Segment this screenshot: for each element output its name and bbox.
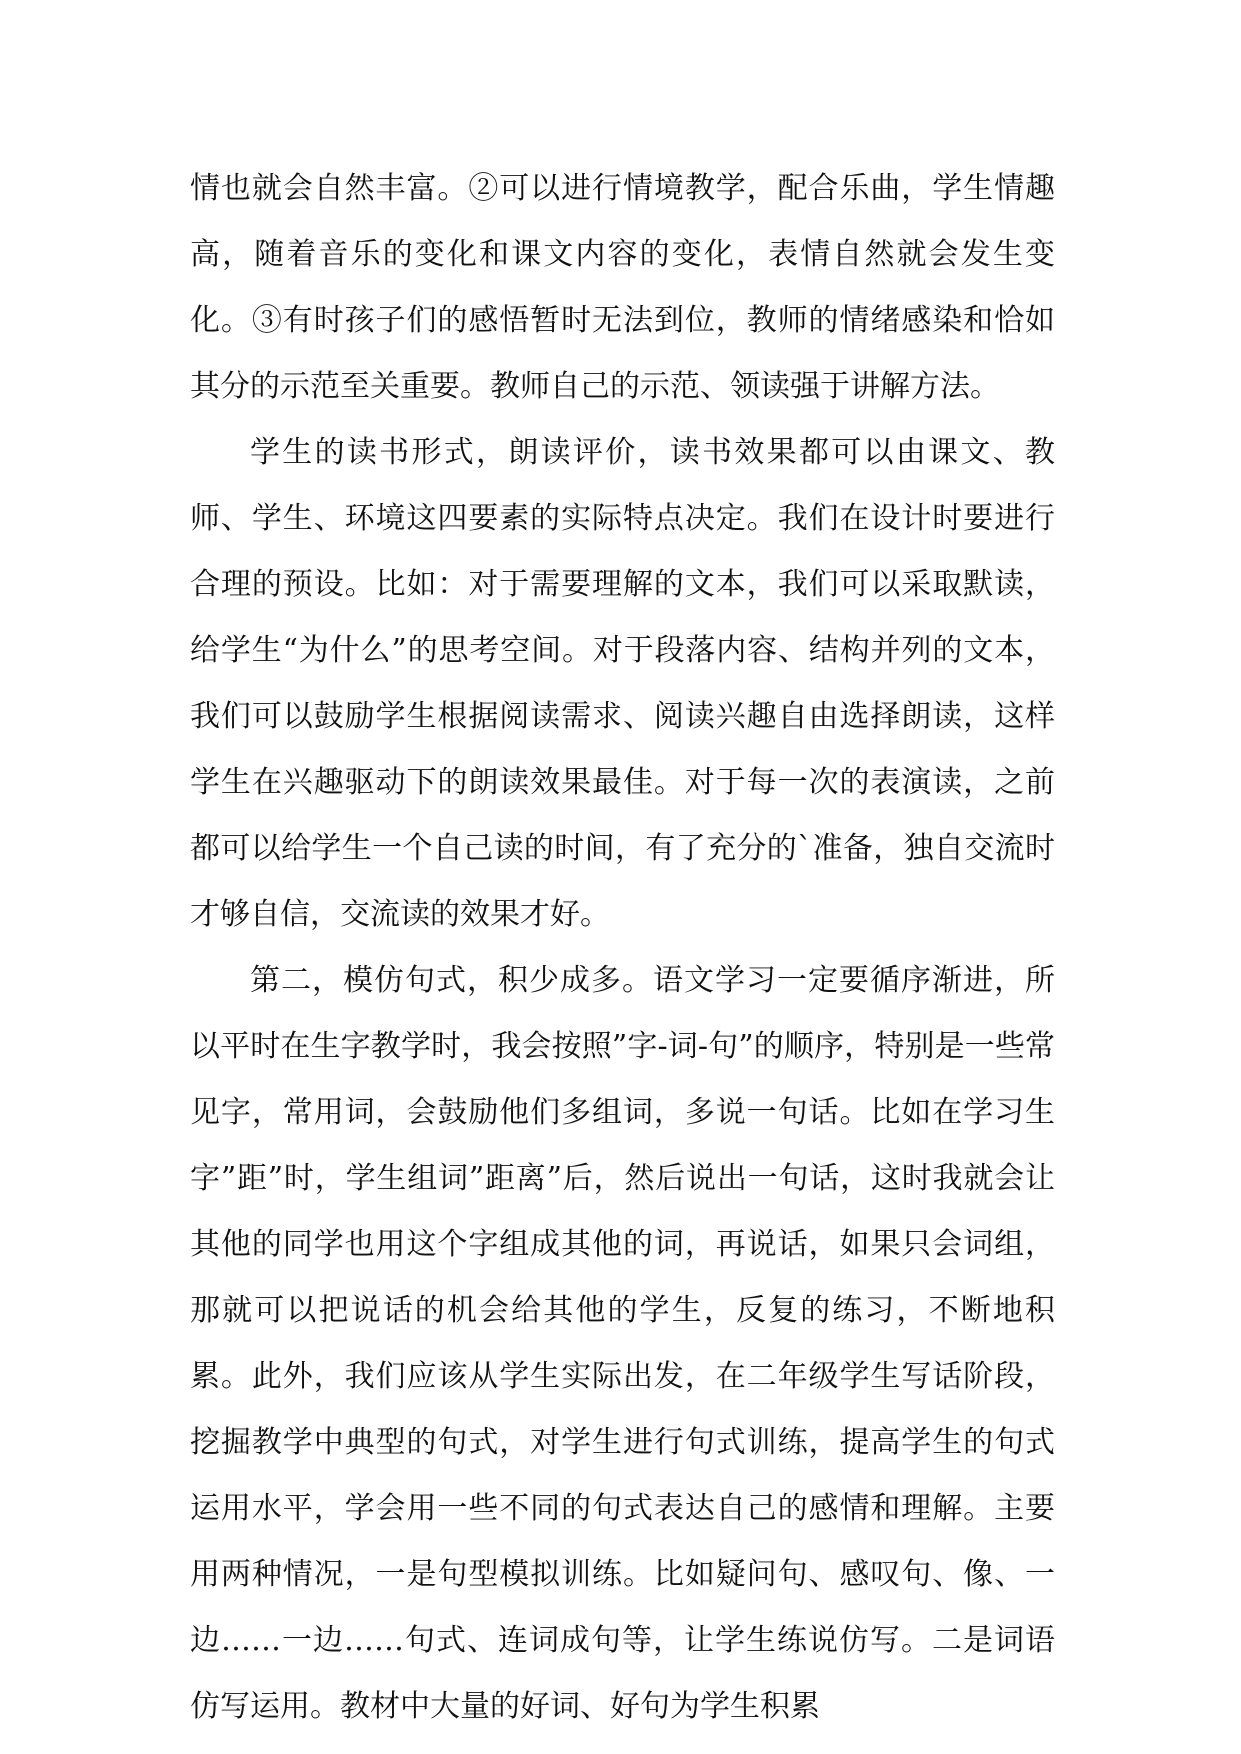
paragraph-reading-forms: 学生的读书形式，朗读评价，读书效果都可以由课文、教师、学生、环境这四要素的实际特点决定。我们在设计时要进行合理的预设。比如：对于需要理解的文本，我们可以采取默读，给学生“为什么”的思考空间。对于段落内容、结构并列的文本，我们可以鼓励学生根据阅读需求、阅读兴趣自由选择朗读，这样学生在兴趣驱动下的朗读效果最佳。对于每一次的表演读，之前都可以给学生一个自己读的时间，有了充分的`准备，独自交流时才够自信，交流读的效果才好。	[190, 435, 1055, 932]
paragraph-continuation: 情也就会自然丰富。②可以进行情境教学，配合乐曲，学生情趣高，随着音乐的变化和课文内容的变化，表情自然就会发生变化。③有时孩子们的感悟暂时无法到位，教师的情绪感染和恰如其分的示范至关重要。教师自己的示范、领读强于讲解方法。	[190, 171, 1055, 404]
paragraph-sentence-imitation: 第二，模仿句式，积少成多。语文学习一定要循序渐进，所以平时在生字教学时，我会按照”字-词-句”的顺序，特别是一些常见字，常用词，会鼓励他们多组词，多说一句话。比如在学习生字”距”时，学生组词”距离”后，然后说出一句话，这时我就会让其他的同学也用这个字组成其他的词，再说话，如果只会词组，那就可以把说话的机会给其他的学生，反复的练习，不断地积累。此外，我们应该从学生实际出发，在二年级学生写话阶段，挖掘教学中典型的句式，对学生进行句式训练，提高学生的句式运用水平，学会用一些不同的句式表达自己的感情和理解。主要用两种情况，一是句型模拟训练。比如疑问句、感叹句、像、一边……一边……句式、连词成句等，让学生练说仿写。二是词语仿写运用。教材中大量的好词、好句为学生积累	[190, 963, 1055, 1724]
document-body	[190, 156, 1055, 1740]
